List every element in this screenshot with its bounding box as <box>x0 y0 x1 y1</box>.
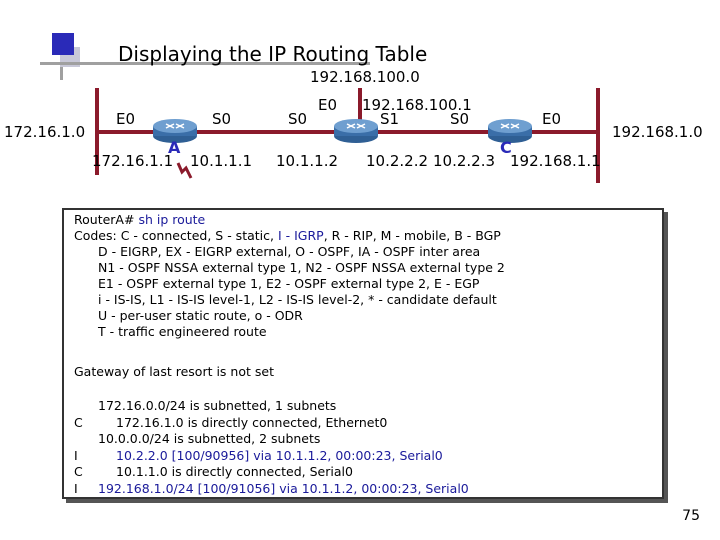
label-router-c-e0: E0 <box>542 110 562 128</box>
slide-title: Displaying the IP Routing Table <box>118 42 428 66</box>
codes-legend-line: U - per-user static route, o - ODR <box>98 308 303 323</box>
route-text: 10.2.2.0 [100/90956] via 10.1.1.2, 00:00:23, Serial0 <box>116 447 443 463</box>
label-router-a-name: A <box>168 138 181 157</box>
route-row <box>74 481 469 497</box>
label-router-c-name: C <box>500 138 512 157</box>
terminal-prompt: RouterA# <box>74 212 139 227</box>
network-topology-diagram <box>0 0 720 200</box>
codes-legend-line: N1 - OSPF NSSA external type 1, N2 - OSPF NSSA external type 2 <box>98 260 505 275</box>
label-router-c-s0: S0 <box>450 110 470 128</box>
label-router-b-e0-ip: 192.168.100.1 <box>362 96 472 114</box>
route-row <box>74 398 336 414</box>
route-text: 172.16.1.0 is directly connected, Ethernet0 <box>116 414 388 430</box>
terminal-command-line <box>74 212 205 228</box>
label-top-network: 192.168.100.0 <box>310 68 420 86</box>
route-code: I <box>74 447 78 463</box>
codes-part-3: , R - RIP, M - mobile, B - BGP <box>323 228 501 243</box>
label-router-b-e0: E0 <box>318 96 338 114</box>
codes-part-1: Codes: C - connected, S - static, <box>74 228 278 243</box>
label-router-b-s1: S1 <box>380 110 400 128</box>
codes-igrp-highlight: I - IGRP <box>277 228 324 243</box>
codes-legend-line: i - IS-IS, L1 - IS-IS level-1, L2 - IS-IS level-2, * - candidate default <box>98 292 497 307</box>
label-router-a-e0-ip: 172.16.1.1 <box>92 152 174 170</box>
page-number: 75 <box>682 508 700 524</box>
label-router-b-s1-ip: 10.2.2.2 <box>366 152 429 170</box>
route-row <box>74 464 353 480</box>
label-router-a-s0: S0 <box>212 110 232 128</box>
route-row <box>74 415 387 431</box>
label-router-c-e0-ip: 192.168.1.1 <box>510 152 601 170</box>
gateway-line: Gateway of last resort is not set <box>74 364 274 379</box>
terminal-codes-line <box>74 228 501 244</box>
label-router-b-s0: S0 <box>288 110 308 128</box>
route-code: I <box>74 480 78 496</box>
route-text: 10.0.0.0/24 is subnetted, 2 subnets <box>98 431 321 446</box>
label-router-b-s0-ip: 10.1.1.2 <box>276 152 339 170</box>
route-text: 172.16.0.0/24 is subnetted, 1 subnets <box>98 398 337 413</box>
terminal-command: sh ip route <box>138 212 206 227</box>
route-code: C <box>74 414 83 430</box>
label-router-a-e0: E0 <box>116 110 136 128</box>
route-row <box>74 448 443 464</box>
router-b-icon <box>334 119 378 143</box>
terminal-output-box <box>62 208 664 499</box>
codes-legend-line: D - EIGRP, EX - EIGRP external, O - OSPF, IA - OSPF inter area <box>98 244 481 259</box>
label-left-network: 172.16.1.0 <box>4 123 86 141</box>
route-code: C <box>74 464 83 479</box>
codes-legend-line: T - traffic engineered route <box>98 324 267 339</box>
codes-legend-line: E1 - OSPF external type 1, E2 - OSPF external type 2, E - EGP <box>98 276 480 291</box>
label-right-network: 192.168.1.0 <box>612 123 703 141</box>
label-router-a-s0-ip: 10.1.1.1 <box>190 152 253 170</box>
route-text: 192.168.1.0/24 [100/91056] via 10.1.1.2, 00:00:23, Serial0 <box>98 480 469 496</box>
label-router-c-s0-ip: 10.2.2.3 <box>433 152 496 170</box>
route-row <box>74 431 320 447</box>
route-text: 10.1.1.0 is directly connected, Serial0 <box>116 464 353 479</box>
